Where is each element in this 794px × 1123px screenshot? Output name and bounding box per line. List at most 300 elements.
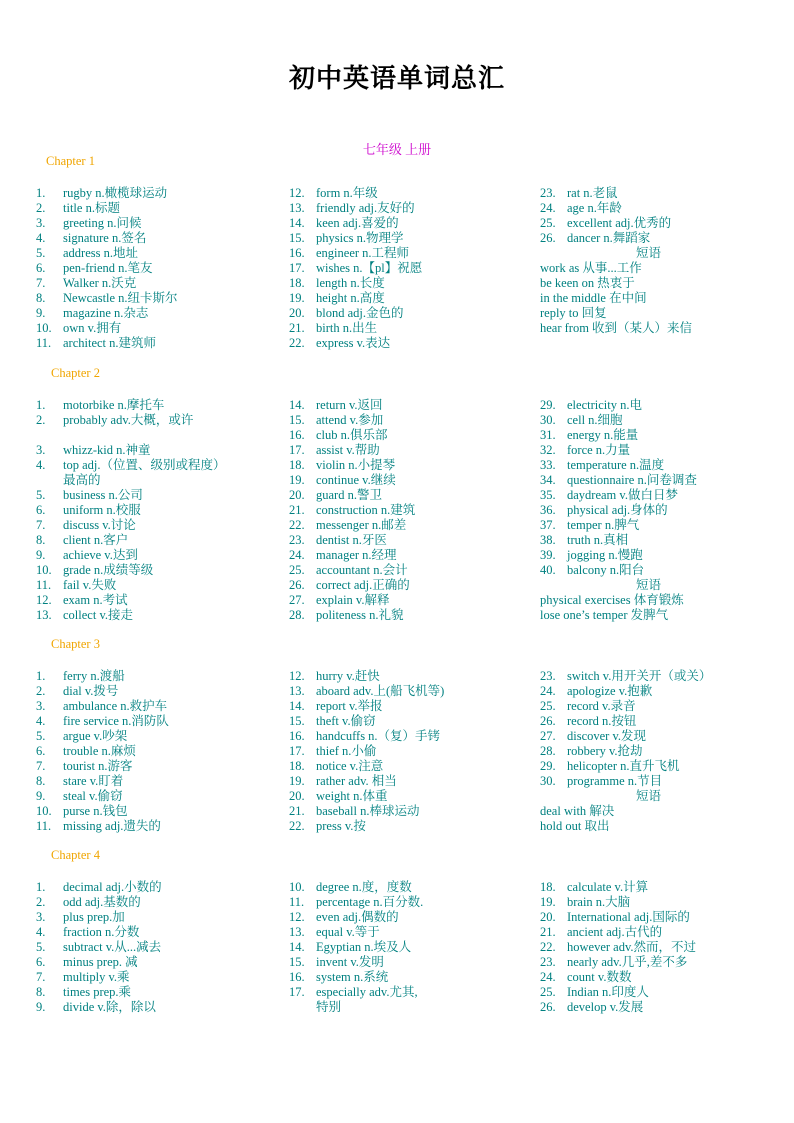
grade-heading: 七年级 上册: [362, 142, 432, 157]
word-column: [289, 880, 423, 1015]
word-text: uniform n.校服: [63, 503, 141, 517]
word-text: however adv.然而，不过: [567, 940, 697, 954]
word-text: divide v.除，除以: [63, 1000, 156, 1014]
word-number: 1.: [36, 186, 46, 200]
word-entry: [289, 201, 422, 216]
phrase-heading: 短语: [636, 578, 662, 592]
word-entry: [289, 578, 415, 593]
word-column: [36, 186, 178, 351]
word-entry: [36, 714, 169, 729]
word-text: notice v.注意: [316, 759, 384, 773]
word-number: 23.: [540, 955, 556, 969]
word-number: 28.: [540, 744, 556, 758]
word-number: 23.: [289, 533, 305, 547]
word-number: 21.: [289, 804, 305, 818]
phrase-entry: in the middle 在中间: [540, 291, 647, 305]
word-text: age n.年龄: [567, 201, 622, 215]
word-number: 26.: [540, 714, 556, 728]
word-number: 3.: [36, 910, 46, 924]
word-number: 35.: [540, 488, 556, 502]
word-entry: [540, 458, 697, 473]
word-text: decimal adj.小数的: [63, 880, 162, 894]
word-number: 8.: [36, 774, 46, 788]
word-number: 25.: [289, 563, 305, 577]
word-number: 32.: [540, 443, 556, 457]
word-text: rugby n.橄榄球运动: [63, 186, 168, 200]
word-number: 10.: [36, 321, 52, 335]
word-entry: [289, 473, 415, 488]
phrase-entry: work as 从事...工作: [540, 261, 642, 275]
word-number: 9.: [36, 1000, 46, 1014]
word-number: 17.: [289, 985, 305, 999]
word-text: calculate v.计算: [567, 880, 649, 894]
word-number: 27.: [289, 593, 305, 607]
word-number: 12.: [289, 186, 305, 200]
word-text: attend v.参加: [316, 413, 384, 427]
word-entry: [540, 940, 696, 955]
word-entry: [289, 880, 423, 895]
word-text: probably adv.大概，或许: [63, 413, 194, 427]
word-text: percentage n.百分数.: [316, 895, 424, 909]
word-number: 8.: [36, 985, 46, 999]
word-entry: [36, 1000, 162, 1015]
word-entry: [36, 443, 226, 458]
word-entry: [540, 925, 696, 940]
word-text: Newcastle n.纽卡斯尔: [63, 291, 178, 305]
word-entry: [36, 925, 162, 940]
word-text: invent v.发明: [316, 955, 384, 969]
word-number: 25.: [540, 699, 556, 713]
word-number: 30.: [540, 413, 556, 427]
word-text: International adj.国际的: [567, 910, 690, 924]
word-text: count v.数数: [567, 970, 632, 984]
word-text: address n.地址: [63, 246, 138, 260]
word-entry: [289, 306, 422, 321]
word-number: 15.: [289, 413, 305, 427]
word-entry: [36, 306, 178, 321]
word-text: physics n.物理学: [316, 231, 404, 245]
word-number: 5.: [36, 940, 46, 954]
word-number: 19.: [289, 774, 305, 788]
word-number: 4.: [36, 925, 46, 939]
word-entry: [36, 291, 178, 306]
word-entry: [540, 985, 696, 1000]
word-entry: [289, 321, 422, 336]
word-number: 25.: [540, 985, 556, 999]
word-entry: [36, 246, 178, 261]
phrase-heading: 短语: [636, 789, 662, 803]
word-number: 5.: [36, 246, 46, 260]
word-entry: [540, 895, 696, 910]
word-number: 16.: [289, 246, 305, 260]
word-text: wishes n.【pl】祝愿: [316, 261, 423, 275]
word-number: 3.: [36, 443, 46, 457]
word-number: 23.: [540, 186, 556, 200]
word-entry: [289, 789, 444, 804]
word-continuation: 最高的: [63, 473, 101, 487]
word-entry: [289, 533, 415, 548]
word-number: 22.: [289, 819, 305, 833]
word-entry: [36, 684, 169, 699]
word-entry: [289, 186, 422, 201]
word-entry: [36, 321, 178, 336]
word-number: 15.: [289, 955, 305, 969]
word-entry: [36, 563, 226, 578]
word-entry: [36, 276, 178, 291]
word-text: energy n.能量: [567, 428, 639, 442]
word-number: 19.: [289, 291, 305, 305]
word-entry: [289, 684, 444, 699]
word-entry: [289, 804, 444, 819]
word-entry: [289, 895, 423, 910]
word-entry: [36, 774, 169, 789]
word-entry: [289, 413, 415, 428]
word-text: dentist n.牙医: [316, 533, 387, 547]
word-text: return v.返回: [316, 398, 383, 412]
word-number: 13.: [289, 925, 305, 939]
word-entry: [289, 744, 444, 759]
word-number: 28.: [289, 608, 305, 622]
word-number: 33.: [540, 458, 556, 472]
word-text: even adj.偶数的: [316, 910, 399, 924]
chapter-heading: Chapter 4: [51, 848, 100, 862]
word-entry: [289, 548, 415, 563]
word-entry: [289, 759, 444, 774]
word-entry: [289, 925, 423, 940]
word-text: top adj.（位置、级别或程度）: [63, 458, 226, 472]
word-number: 24.: [540, 970, 556, 984]
word-entry: [540, 533, 697, 548]
phrase-entry: be keen on 热衷于: [540, 276, 635, 290]
word-entry: [36, 895, 162, 910]
word-text: business n.公司: [63, 488, 143, 502]
word-text: apologize v.抱歉: [567, 684, 653, 698]
word-column: [540, 186, 692, 336]
word-number: 2.: [36, 895, 46, 909]
word-number: 27.: [540, 729, 556, 743]
word-entry: [289, 518, 415, 533]
word-text: manager n.经理: [316, 548, 397, 562]
word-entry: [289, 910, 423, 925]
word-entry: [36, 518, 226, 533]
word-entry: [36, 970, 162, 985]
word-text: odd adj.基数的: [63, 895, 141, 909]
word-entry: [540, 1000, 696, 1015]
word-entry: [540, 880, 696, 895]
word-text: Indian n.印度人: [567, 985, 649, 999]
word-number: 18.: [540, 880, 556, 894]
phrase-entry: physical exercises 体育锻炼: [540, 593, 684, 607]
word-entry: [289, 593, 415, 608]
word-text: guard n.警卫: [316, 488, 382, 502]
word-number: 20.: [540, 910, 556, 924]
word-number: 20.: [289, 789, 305, 803]
word-number: 17.: [289, 443, 305, 457]
word-entry: [36, 910, 162, 925]
word-entry: [36, 744, 169, 759]
word-entry: [289, 669, 444, 684]
word-column: [540, 398, 697, 623]
word-text: plus prep.加: [63, 910, 125, 924]
word-number: 14.: [289, 940, 305, 954]
word-entry: [36, 880, 162, 895]
word-entry: [289, 940, 423, 955]
word-entry: [36, 729, 169, 744]
word-entry: [36, 789, 169, 804]
word-text: aboard adv.上(船飞机等): [316, 684, 445, 698]
word-text: fraction n.分数: [63, 925, 140, 939]
word-entry: [36, 985, 162, 1000]
word-text: argue v.吵架: [63, 729, 128, 743]
word-entry: [36, 578, 226, 593]
word-text: minus prep. 减: [63, 955, 138, 969]
word-column: [289, 669, 444, 834]
word-entry: [289, 970, 423, 985]
word-entry: [289, 398, 415, 413]
word-text: balcony n.阳台: [567, 563, 645, 577]
word-entry: [540, 955, 696, 970]
word-number: 21.: [289, 321, 305, 335]
word-number: 21.: [540, 925, 556, 939]
word-entry: [36, 548, 226, 563]
word-entry: [36, 231, 178, 246]
word-number: 15.: [289, 231, 305, 245]
word-entry: [36, 488, 226, 503]
word-number: 11.: [36, 578, 52, 592]
word-text: violin n.小提琴: [316, 458, 396, 472]
word-text: nearly adv.几乎,差不多: [567, 955, 688, 969]
word-entry: [36, 458, 226, 473]
word-continuation: 特别: [316, 1000, 342, 1014]
word-text: construction n.建筑: [316, 503, 416, 517]
word-entry: [540, 201, 692, 216]
word-column: [36, 669, 169, 834]
word-number: 31.: [540, 428, 556, 442]
word-number: 22.: [289, 518, 305, 532]
word-text: helicopter n.直升飞机: [567, 759, 680, 773]
word-number: 5.: [36, 729, 46, 743]
word-number: 29.: [540, 759, 556, 773]
word-number: 15.: [289, 714, 305, 728]
word-text: explain v.解释: [316, 593, 390, 607]
word-text: handcuffs n.（复）手铐: [316, 729, 441, 743]
word-entry: [36, 804, 169, 819]
word-entry: [540, 669, 711, 684]
word-text: accountant n.会计: [316, 563, 408, 577]
word-text: robbery v.抢劫: [567, 744, 643, 758]
word-number: 16.: [289, 729, 305, 743]
word-entry: [540, 503, 697, 518]
word-text: pen-friend n.笔友: [63, 261, 153, 275]
word-text: hurry v.赶快: [316, 669, 380, 683]
word-text: blond adj.金色的: [316, 306, 404, 320]
word-text: architect n.建筑师: [63, 336, 157, 350]
word-text: discover v.发现: [567, 729, 647, 743]
word-text: title n.标题: [63, 201, 120, 215]
word-column: [36, 398, 226, 623]
word-text: form n.年级: [316, 186, 378, 200]
word-number: 18.: [289, 276, 305, 290]
word-text: engineer n.工程师: [316, 246, 410, 260]
word-number: 6.: [36, 744, 46, 758]
word-number: 4.: [36, 458, 46, 472]
word-entry: [289, 774, 444, 789]
word-number: 18.: [289, 759, 305, 773]
word-number: 21.: [289, 503, 305, 517]
word-text: programme n.节目: [567, 774, 663, 788]
word-text: daydream v.做白日梦: [567, 488, 678, 502]
word-entry: [36, 940, 162, 955]
word-number: 24.: [289, 548, 305, 562]
word-number: 22.: [540, 940, 556, 954]
word-text: assist v.帮助: [316, 443, 380, 457]
word-entry: [289, 291, 422, 306]
word-entry: [289, 503, 415, 518]
word-text: times prep.乘: [63, 985, 132, 999]
word-number: 39.: [540, 548, 556, 562]
word-number: 3.: [36, 699, 46, 713]
word-text: force n.力量: [567, 443, 631, 457]
word-number: 34.: [540, 473, 556, 487]
word-entry: [36, 955, 162, 970]
word-number: 19.: [289, 473, 305, 487]
word-entry: [540, 910, 696, 925]
word-number: 1.: [36, 880, 46, 894]
word-entry: [36, 699, 169, 714]
word-text: dial v.拨号: [63, 684, 119, 698]
word-text: birth n.出生: [316, 321, 378, 335]
word-entry: [289, 563, 415, 578]
word-text: electricity n.电: [567, 398, 642, 412]
word-entry: [36, 759, 169, 774]
phrase-heading: 短语: [636, 246, 662, 260]
word-number: 1.: [36, 398, 46, 412]
word-text: whizz-kid n.神童: [63, 443, 151, 457]
page-title: 初中英语单词总汇: [288, 64, 505, 93]
word-entry: [289, 336, 422, 351]
word-number: 2.: [36, 684, 46, 698]
word-number: 13.: [36, 608, 52, 622]
word-text: report v.举报: [316, 699, 383, 713]
word-entry: [289, 714, 444, 729]
word-text: missing adj.遗失的: [63, 819, 161, 833]
word-entry: [289, 729, 444, 744]
word-text: fail v.失败: [63, 578, 117, 592]
word-number: 6.: [36, 955, 46, 969]
word-entry: [540, 563, 697, 578]
word-text: friendly adj.友好的: [316, 201, 415, 215]
word-number: 7.: [36, 759, 46, 773]
word-entry: [540, 428, 697, 443]
word-number: 20.: [289, 306, 305, 320]
word-number: 13.: [289, 201, 305, 215]
word-entry: [36, 593, 226, 608]
word-text: steal v.偷窃: [63, 789, 123, 803]
word-text: Egyptian n.埃及人: [316, 940, 412, 954]
word-number: 8.: [36, 291, 46, 305]
word-entry: [36, 186, 178, 201]
word-text: grade n.成绩等级: [63, 563, 154, 577]
chapter-heading: Chapter 3: [51, 637, 100, 651]
word-number: 9.: [36, 789, 46, 803]
word-text: switch v.用开关开（或关）: [567, 669, 712, 683]
word-number: 4.: [36, 714, 46, 728]
word-number: 37.: [540, 518, 556, 532]
word-text: develop v.发展: [567, 1000, 644, 1014]
word-entry: [540, 186, 692, 201]
word-text: truth n.真相: [567, 533, 629, 547]
word-entry: [289, 955, 423, 970]
word-number: 23.: [540, 669, 556, 683]
word-entry: [540, 744, 711, 759]
word-number: 26.: [540, 1000, 556, 1014]
word-number: 10.: [36, 804, 52, 818]
word-entry: [289, 216, 422, 231]
word-entry: [289, 458, 415, 473]
word-number: 3.: [36, 216, 46, 230]
word-entry: [36, 398, 226, 413]
word-entry: [289, 699, 444, 714]
phrase-entry: deal with 解决: [540, 804, 615, 818]
word-text: greeting n.问候: [63, 216, 142, 230]
word-number: 7.: [36, 970, 46, 984]
word-text: record v.录音: [567, 699, 636, 713]
word-number: 10.: [36, 563, 52, 577]
word-text: rat n.老鼠: [567, 186, 618, 200]
word-text: own v.拥有: [63, 321, 122, 335]
word-text: achieve v.达到: [63, 548, 138, 562]
word-entry: [289, 276, 422, 291]
word-entry: [36, 819, 169, 834]
word-entry: [289, 428, 415, 443]
word-number: 40.: [540, 563, 556, 577]
word-text: equal v.等于: [316, 925, 380, 939]
word-text: record n.按钮: [567, 714, 637, 728]
word-text: messenger n.邮差: [316, 518, 407, 532]
word-text: rather adv. 相当: [316, 774, 397, 788]
word-column: [36, 880, 162, 1015]
word-entry: [36, 216, 178, 231]
word-entry: [540, 443, 697, 458]
word-number: 36.: [540, 503, 556, 517]
word-number: 18.: [289, 458, 305, 472]
word-entry: [540, 699, 711, 714]
word-number: 25.: [540, 216, 556, 230]
word-text: press v.按: [316, 819, 366, 833]
word-entry: [289, 985, 423, 1000]
word-entry: [36, 608, 226, 623]
word-entry: [540, 518, 697, 533]
word-number: 10.: [289, 880, 305, 894]
chapter-heading: Chapter 1: [46, 154, 95, 168]
word-text: correct adj.正确的: [316, 578, 410, 592]
word-number: 16.: [289, 970, 305, 984]
word-text: ambulance n.救护车: [63, 699, 168, 713]
word-entry: [36, 669, 169, 684]
word-entry: [540, 398, 697, 413]
word-text: length n.长度: [316, 276, 385, 290]
word-entry: [289, 443, 415, 458]
word-entry: [540, 774, 711, 789]
word-text: motorbike n.摩托车: [63, 398, 165, 412]
word-text: dancer n.舞蹈家: [567, 231, 651, 245]
word-text: exam n.考试: [63, 593, 128, 607]
word-text: ferry n.渡船: [63, 669, 125, 683]
word-number: 12.: [289, 910, 305, 924]
word-number: 12.: [36, 593, 52, 607]
word-text: client n.客户: [63, 533, 129, 547]
word-entry: [540, 216, 692, 231]
